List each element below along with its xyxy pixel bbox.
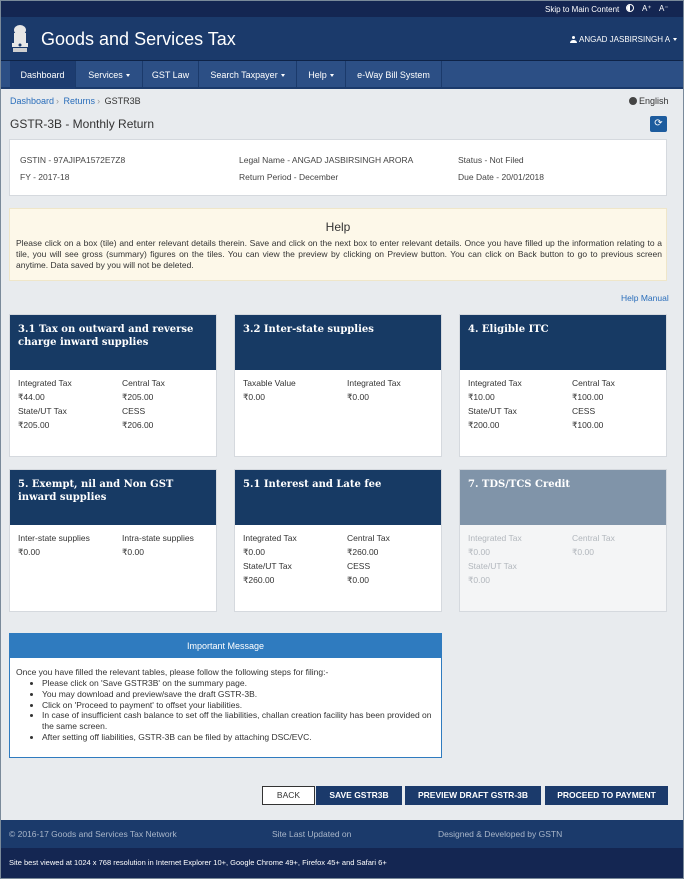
tile-label: Taxable Value (243, 378, 296, 388)
tile-label: Central Tax (572, 533, 615, 543)
tile-label: State/UT Tax (468, 406, 517, 416)
nav-eway-bill[interactable]: e-Way Bill System (346, 61, 442, 89)
tile-label: Central Tax (347, 533, 390, 543)
proceed-to-payment-button[interactable]: PROCEED TO PAYMENT (545, 786, 668, 805)
return-period-text: Return Period - December (239, 172, 339, 182)
legal-name-text: Legal Name - ANGAD JASBIRSINGH ARORA (239, 155, 414, 165)
tile-label: Integrated Tax (468, 533, 522, 543)
breadcrumb (10, 96, 141, 106)
fy-text: FY - 2017-18 (20, 172, 70, 182)
tile-amount: ₹100.00 (572, 392, 604, 402)
save-gstr3b-button[interactable]: SAVE GSTR3B (316, 786, 402, 805)
tile-title: 7. TDS/TCS Credit (460, 470, 666, 525)
tile-label: State/UT Tax (18, 406, 67, 416)
return-tile[interactable] (234, 469, 442, 612)
last-updated-text: Site Last Updated on (272, 829, 352, 839)
nav-help[interactable]: Help (297, 61, 346, 89)
tile-amount: ₹260.00 (347, 547, 379, 557)
tile-label: State/UT Tax (243, 561, 292, 571)
important-message-intro: Once you have filled the relevant tables, please follow the following steps for filing:- (16, 667, 329, 677)
tile-label: Central Tax (572, 378, 615, 388)
tile-label: CESS (572, 406, 596, 416)
list-item: • In case of insufficient cash balance to set off the liabilities, challan creation facility has been provided on the same screen. (42, 710, 434, 732)
globe-icon (629, 97, 637, 105)
help-manual-link[interactable]: Help Manual (621, 293, 669, 303)
list-item: • You may download and preview/save the draft GSTR-3B. (42, 689, 434, 700)
filing-steps-list (42, 678, 434, 743)
tile-title: 3.1 Tax on outward and reverse charge inward supplies (10, 315, 216, 370)
breadcrumb-separator: › (56, 96, 60, 106)
preview-draft-button[interactable]: PREVIEW DRAFT GSTR-3B (405, 786, 541, 805)
font-increase-button[interactable]: A⁺ (642, 4, 652, 13)
important-message-panel (9, 633, 442, 758)
back-button[interactable]: BACK (262, 786, 315, 805)
tile-label: Integrated Tax (468, 378, 522, 388)
list-item: • After setting off liabilities, GSTR-3B can be filed by attaching DSC/EVC. (42, 732, 434, 743)
tile-amount: ₹0.00 (347, 575, 369, 585)
return-info-panel (9, 139, 667, 196)
skip-to-content-link[interactable]: Skip to Main Content (545, 5, 620, 14)
tile-amount: ₹0.00 (243, 392, 265, 402)
return-tile[interactable] (234, 314, 442, 457)
tile-label: Integrated Tax (18, 378, 72, 388)
tile-amount: ₹10.00 (468, 392, 495, 402)
tile-label: Inter-state supplies (18, 533, 90, 543)
accessibility-bar (1, 1, 683, 17)
due-date-text: Due Date - 20/01/2018 (458, 172, 545, 182)
tile-title: 4. Eligible ITC (460, 315, 666, 370)
tile-amount: ₹0.00 (468, 547, 490, 557)
status-text: Status - Not Filed (458, 155, 524, 165)
tile-label: Integrated Tax (347, 378, 401, 388)
help-title: Help (325, 220, 351, 234)
user-menu[interactable] (570, 35, 677, 44)
browser-note-bar (1, 848, 683, 878)
breadcrumb-current: GSTR3B (104, 96, 141, 106)
gstin-text: GSTIN - 97AJIPA1572E7Z8 (20, 155, 126, 165)
tile-amount: ₹0.00 (572, 547, 594, 557)
tile-amount: ₹260.00 (243, 575, 275, 585)
list-item: • Please click on 'Save GSTR3B' on the summary page. (42, 678, 434, 689)
tile-amount: ₹100.00 (572, 420, 604, 430)
tile-label: Integrated Tax (243, 533, 297, 543)
tile-amount: ₹0.00 (347, 392, 369, 402)
copyright-text: © 2016-17 Goods and Services Tax Network (9, 829, 177, 839)
refresh-icon: ⟳ (654, 118, 663, 129)
breadcrumb-separator: › (97, 96, 101, 106)
contrast-icon[interactable] (626, 4, 634, 12)
list-item: • Click on 'Proceed to payment' to offset your liabilities. (42, 700, 434, 711)
important-message-title: Important Message (10, 634, 441, 658)
tile-label: Central Tax (122, 378, 165, 388)
tile-amount: ₹0.00 (243, 547, 265, 557)
tile-amount: ₹206.00 (122, 420, 154, 430)
return-tile[interactable] (9, 469, 217, 612)
tile-title: 3.2 Inter-state supplies (235, 315, 441, 370)
site-header (1, 17, 683, 61)
nav-dashboard[interactable]: Dashboard (10, 61, 76, 89)
font-decrease-button[interactable]: A⁻ (659, 4, 669, 13)
help-panel (9, 208, 667, 281)
user-icon (570, 36, 577, 43)
language-selector[interactable]: English (629, 96, 669, 106)
nav-gst-law[interactable]: GST Law (143, 61, 199, 89)
tile-label: State/UT Tax (468, 561, 517, 571)
tile-label: CESS (122, 406, 146, 416)
refresh-button[interactable] (650, 116, 667, 132)
tile-amount: ₹0.00 (18, 547, 40, 557)
main-navigation (1, 61, 683, 89)
tile-amount: ₹44.00 (18, 392, 45, 402)
national-emblem-icon (9, 23, 31, 55)
return-tile[interactable] (459, 314, 667, 457)
chevron-down-icon (126, 74, 130, 77)
breadcrumb-dashboard[interactable]: Dashboard (10, 96, 55, 106)
page-title: GSTR-3B - Monthly Return (10, 117, 155, 131)
site-title[interactable]: Goods and Services Tax (41, 29, 236, 49)
site-footer (1, 820, 683, 848)
tile-amount: ₹0.00 (468, 575, 490, 585)
chevron-down-icon (330, 74, 334, 77)
tile-label: CESS (347, 561, 371, 571)
nav-services[interactable]: Services (76, 61, 143, 89)
nav-search-taxpayer[interactable]: Search Taxpayer (199, 61, 297, 89)
tile-amount: ₹205.00 (122, 392, 154, 402)
tile-amount: ₹0.00 (122, 547, 144, 557)
tile-title: 5. Exempt, nil and Non GST inward supplies (10, 470, 216, 525)
tile-amount: ₹205.00 (18, 420, 50, 430)
help-text: Please click on a box (tile) and enter relevant details therein. Save and click on the next box to enter relevant details. Once you have filled up the information relating to a tile, you will see gross (summary) figures on the tiles. You can view the preview by clicking on Preview button. You can click on Back button to go to previous screen anytime. Data saved by you will not be deleted. (16, 238, 662, 270)
tile-title: 5.1 Interest and Late fee (235, 470, 441, 525)
browser-note-text: Site best viewed at 1024 x 768 resolution in Internet Explorer 10+, Google Chrome 49+, Firefox 45+ and Safari 6+ (9, 858, 387, 867)
return-tile[interactable] (9, 314, 217, 457)
chevron-down-icon (673, 38, 677, 41)
designed-by-text: Designed & Developed by GSTN (438, 829, 563, 839)
user-name: ANGAD JASBIRSINGH A (579, 35, 671, 44)
chevron-down-icon (281, 74, 285, 77)
tile-amount: ₹200.00 (468, 420, 500, 430)
breadcrumb-returns[interactable]: Returns (63, 96, 96, 106)
tile-label: Intra-state supplies (122, 533, 194, 543)
return-tile (459, 469, 667, 612)
